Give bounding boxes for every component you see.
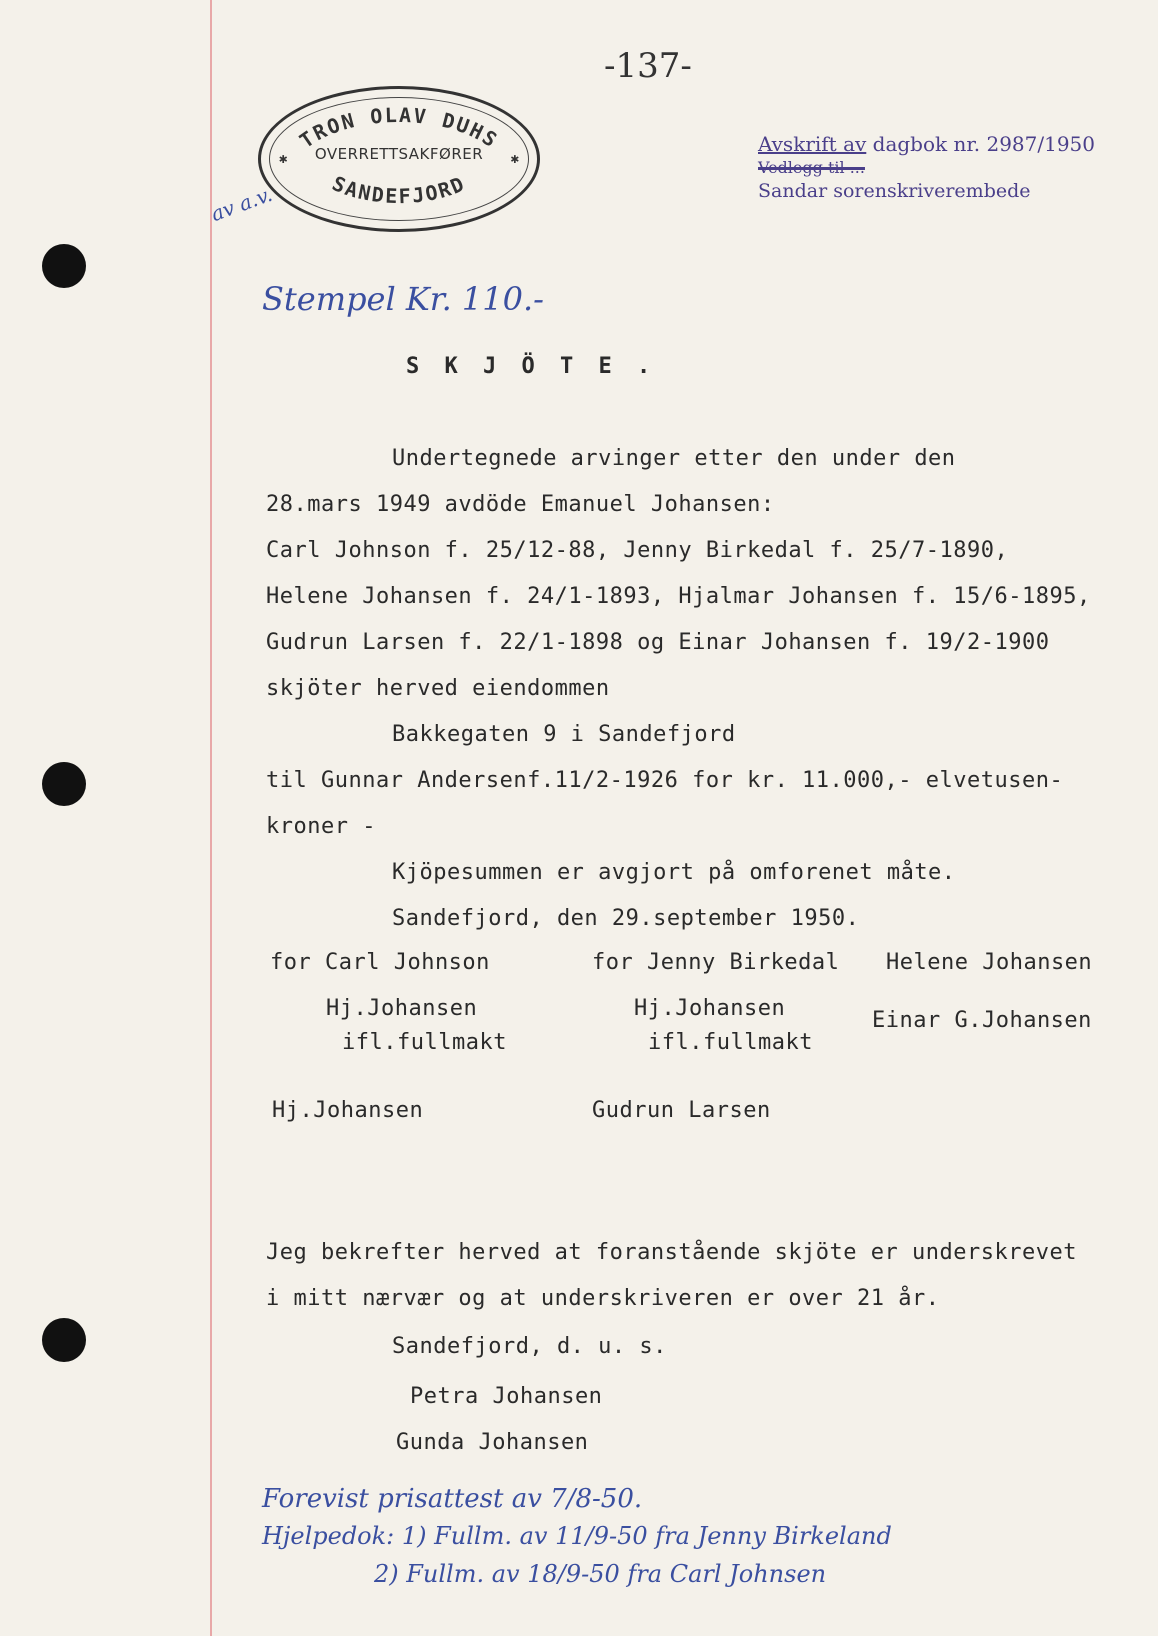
stamp-middle-text: OVERRETTSAKFØRER — [314, 145, 484, 163]
registration-office: Sandar sorenskriverembede — [758, 180, 1031, 202]
body-line: Sandefjord, den 29.september 1950. — [392, 906, 860, 931]
star-icon: ✱ — [510, 151, 519, 167]
handwritten-note: Forevist prisattest av 7/8-50. — [262, 1484, 643, 1514]
document-title: S K J Ö T E . — [406, 354, 657, 379]
handwritten-note: Hjelpedok: 1) Fullm. av 11/9-50 fra Jenny Birkeland — [262, 1522, 892, 1550]
attestation-line: Petra Johansen — [410, 1384, 603, 1409]
signature-col2-line3: ifl.fullmakt — [648, 1030, 813, 1055]
body-line: Bakkegaten 9 i Sandefjord — [392, 722, 736, 747]
signature-col1-line1: for Carl Johnson — [270, 950, 490, 975]
lawyer-stamp — [258, 86, 540, 232]
stamp-top-text: TRON OLAV DUHS — [295, 102, 503, 153]
margin-rule — [210, 0, 212, 1636]
registration-struck-line: Vedlegg til ... — [758, 158, 865, 177]
body-line: til Gunnar Andersenf.11/2-1926 for kr. 11.000,- elvetusen- — [266, 768, 1064, 793]
signature-col2-line4: Gudrun Larsen — [592, 1098, 771, 1123]
margin-initials: av a.v. — [207, 181, 276, 227]
signature-col1-line2: Hj.Johansen — [326, 996, 478, 1021]
attestation-line: Jeg bekrefter herved at foranstående skjöte er underskrevet — [266, 1240, 1077, 1265]
punch-hole-icon — [42, 1318, 86, 1362]
attestation-line: i mitt nærvær og at underskriveren er over 21 år. — [266, 1286, 940, 1311]
body-line: Kjöpesummen er avgjort på omforenet måte. — [392, 860, 956, 885]
svg-text:SANDEFJORD — [329, 171, 469, 208]
registration-label: Avskrift av — [758, 132, 867, 156]
stamp-bottom-text: SANDEFJORD — [328, 171, 470, 209]
signature-col2-line2: Hj.Johansen — [634, 996, 786, 1021]
body-line: Undertegnede arvinger etter den under den — [392, 446, 956, 471]
page-number: -137- — [604, 46, 692, 86]
attestation-line: Gunda Johansen — [396, 1430, 589, 1455]
body-line: Carl Johnson f. 25/12-88, Jenny Birkedal f. 25/7-1890, — [266, 538, 1009, 563]
signature-col3-line2: Einar G.Johansen — [872, 1008, 1092, 1033]
signature-col1-line4: Hj.Johansen — [272, 1098, 424, 1123]
stamp-duty-note: Stempel Kr. 110.- — [262, 280, 544, 318]
punch-hole-icon — [42, 244, 86, 288]
star-icon: ✱ — [279, 151, 288, 167]
handwritten-note: 2) Fullm. av 18/9-50 fra Carl Johnsen — [374, 1560, 827, 1588]
body-line: Gudrun Larsen f. 22/1-1898 og Einar Johansen f. 19/2-1900 — [266, 630, 1050, 655]
signature-col2-line1: for Jenny Birkedal — [592, 950, 840, 975]
body-line: 28.mars 1949 avdöde Emanuel Johansen: — [266, 492, 775, 517]
signature-col3-line1: Helene Johansen — [886, 950, 1093, 975]
punch-hole-icon — [42, 762, 86, 806]
registration-line1 — [758, 132, 1095, 156]
attestation-line: Sandefjord, d. u. s. — [392, 1334, 667, 1359]
body-line: Helene Johansen f. 24/1-1893, Hjalmar Johansen f. 15/6-1895, — [266, 584, 1091, 609]
body-line: kroner - — [266, 814, 376, 839]
registration-value: dagbok nr. 2987/1950 — [872, 132, 1095, 156]
body-line: skjöter herved eiendommen — [266, 676, 610, 701]
signature-col1-line3: ifl.fullmakt — [342, 1030, 507, 1055]
